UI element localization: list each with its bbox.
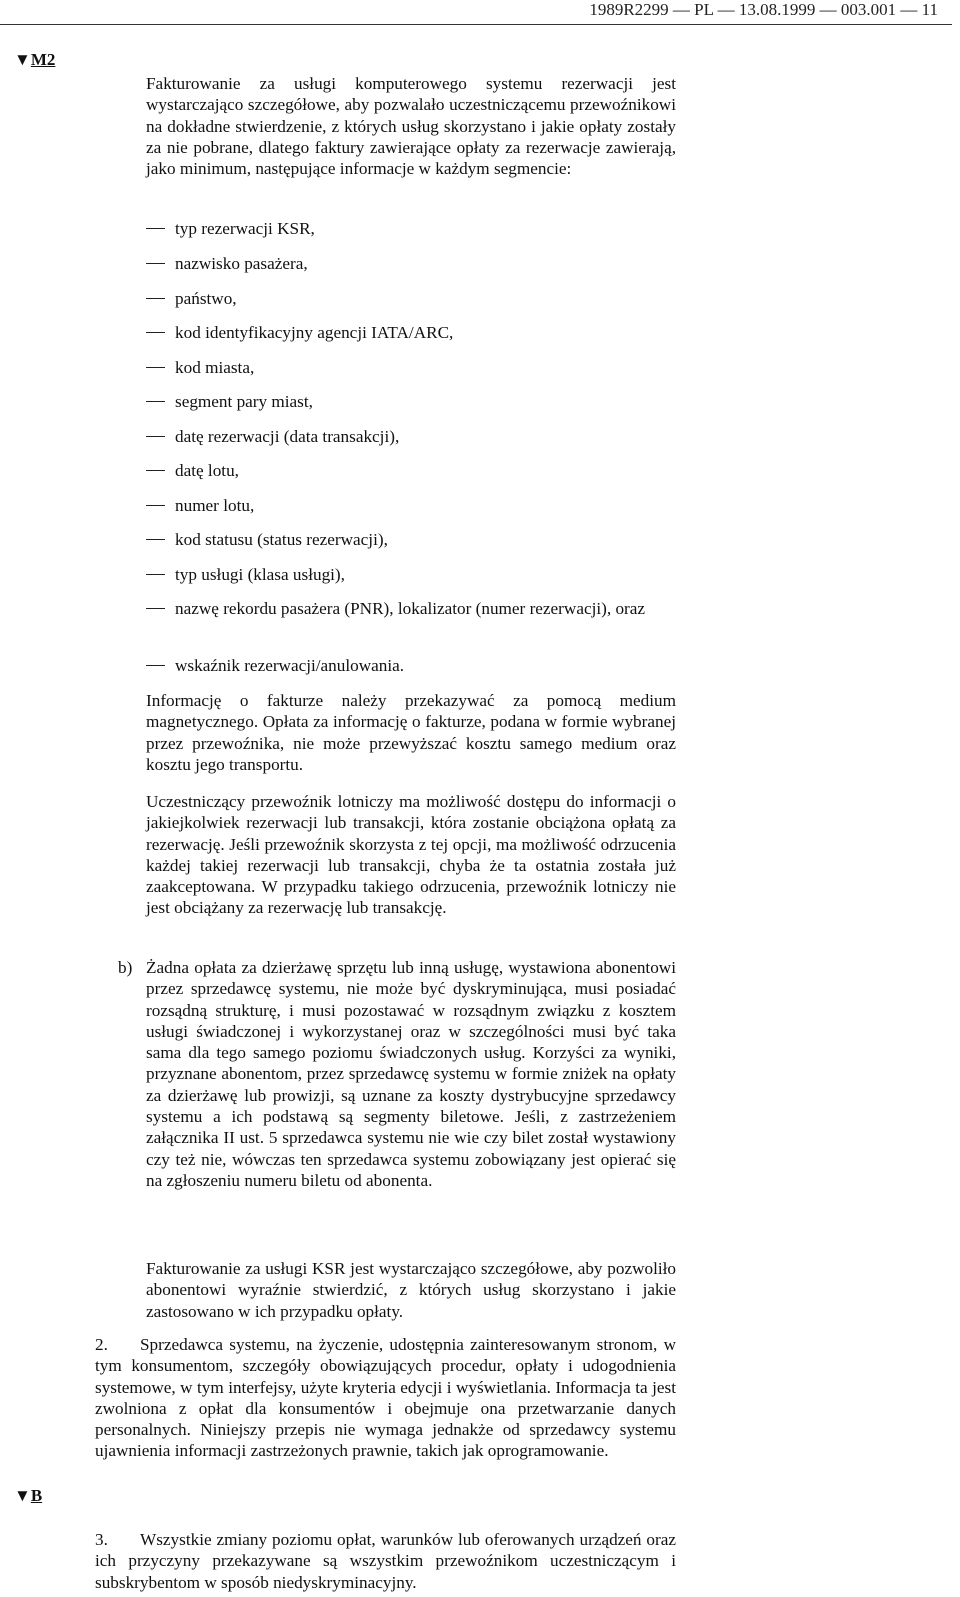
- dash-icon: [146, 401, 165, 402]
- item-3-paragraph: Wszystkie zmiany poziomu opłat, warunków lub oferowanych urządzeń oraz ich przyczyny przekazywane są wszystkim przewoźnikom uczestniczącym i subskrybentom w sposób niedyskryminacyjny.: [95, 1530, 676, 1592]
- dash-icon: [146, 298, 165, 299]
- dash-icon: [146, 263, 165, 264]
- dash-icon: [146, 436, 165, 437]
- dash-icon: [146, 665, 165, 666]
- item-3-number: 3.: [95, 1530, 108, 1549]
- list-item: datę rezerwacji (data transakcji),: [146, 426, 676, 447]
- list-item: typ rezerwacji KSR,: [146, 218, 676, 239]
- dash-icon: [146, 505, 165, 506]
- list-item: kod identyfikacyjny agencji IATA/ARC,: [146, 322, 676, 343]
- dash-icon: [146, 367, 165, 368]
- dash-icon: [146, 228, 165, 229]
- list-item: nazwisko pasażera,: [146, 253, 676, 274]
- medium-paragraph: Informację o fakturze należy przekazywać za pomocą medium magnetycznego. Opłata za informację o fakturze, podana w formie wybranej przez przewoźnika, nie może przewyższać kosztu samego medium oraz kosztu jego transportu.: [146, 691, 676, 774]
- amendment-marker-m2: [14, 50, 55, 70]
- amendment-marker-b: [14, 1486, 42, 1506]
- ksr-paragraph: Fakturowanie za usługi KSR jest wystarczająco szczegółowe, aby pozwoliło abonentowi wyraźnie stwierdzić, z których usług skorzystano i jakie zastosowano w ich przypadku opłaty.: [146, 1259, 676, 1321]
- list-item: kod statusu (status rezerwacji),: [146, 529, 676, 550]
- list-item: datę lotu,: [146, 460, 676, 481]
- dash-icon: [146, 470, 165, 471]
- item-2-number: 2.: [95, 1335, 108, 1354]
- list-item: nazwę rekordu pasażera (PNR), lokalizator (numer rezerwacji), oraz: [146, 598, 676, 619]
- list-item: numer lotu,: [146, 495, 676, 516]
- dash-icon: [146, 539, 165, 540]
- point-b-label: b): [118, 958, 133, 977]
- intro-paragraph: Fakturowanie za usługi komputerowego systemu rezerwacji jest wystarczająco szczegółowe, aby pozwalało uczestniczącemu przewoźnikowi na dokładne stwierdzenie, z których usług skorzystano i jakie opłaty zostały za nie pobrane, dlatego faktury zawierające opłaty za rezerwacje zawierają, jako minimum, następujące informacje w każdym segmencie:: [146, 74, 676, 179]
- page-header: [0, 0, 952, 25]
- item-2-paragraph: Sprzedawca systemu, na życzenie, udostępnia zainteresowanym stronom, w tym konsumentom, szczegóły obowiązujących procedur, opłaty i udogodnienia systemowe, w tym interfejsy, użyte kryteria edycji i wyświetlania. Informacja ta jest zwolniona z opłat dla konsumentów i obejmuje ona przetwarzanie danych personalnych. Niniejszy przepis nie wymaga jednakże od sprzedawcy systemu ujawnienia informacji zastrzeżonych prawnie, takich jak oprogramowanie.: [95, 1335, 676, 1461]
- document-reference: 1989R2299 — PL — 13.08.1999 — 003.001 — 11: [589, 0, 938, 19]
- list-item: wskaźnik rezerwacji/anulowania.: [146, 655, 676, 676]
- list-item: typ usługi (klasa usługi),: [146, 564, 676, 585]
- triangle-down-icon: ▼: [14, 1486, 31, 1505]
- list-item: państwo,: [146, 288, 676, 309]
- access-paragraph: Uczestniczący przewoźnik lotniczy ma możliwość dostępu do informacji o jakiejkolwiek rezerwacji lub transakcji, która zostanie obciążona opłatą za rezerwację. Jeśli przewoźnik skorzysta z tej opcji, ma możliwość odrzucenia każdej takiej rezerwacji lub transakcji, chyba że ta ostatnia została już zaakceptowana. W przypadku takiego odrzucenia, przewoźnik lotniczy nie jest obciążany za rezerwację lub transakcję.: [146, 792, 676, 918]
- marker-code: B: [30, 1486, 43, 1505]
- dash-icon: [146, 608, 165, 609]
- dash-icon: [146, 574, 165, 575]
- triangle-down-icon: ▼: [14, 50, 31, 69]
- list-item: kod miasta,: [146, 357, 676, 378]
- dash-icon: [146, 332, 165, 333]
- marker-code: M2: [30, 50, 56, 69]
- point-b-paragraph: Żadna opłata za dzierżawę sprzętu lub inną usługę, wystawiona abonentowi przez sprzedawcę systemu, nie może być dyskryminująca, musi posiadać rozsądną strukturę, i musi pozostawać w rozsądnym związku z kosztem usługi świadczonej i wykorzystanej oraz w szczególności musi być taka sama dla tego samego poziomu świadczonych usług. Korzyści za wyniki, przyznane abonentom, przez sprzedawcę systemu w formie zniżek na opłaty za dzierżawę lub prowizji, są uznane za koszty dystrybucyjne sprzedawcy systemu a ich podstawą są segmenty biletowe. Jeśli, z zastrzeżeniem załącznika II ust. 5 sprzedawca systemu nie wie czy bilet został wystawiony czy też nie, wówczas ten sprzedawca systemu zobowiązany jest opierać się na zgłoszeniu numeru biletu od abonenta.: [146, 958, 676, 1190]
- list-item: segment pary miast,: [146, 391, 676, 412]
